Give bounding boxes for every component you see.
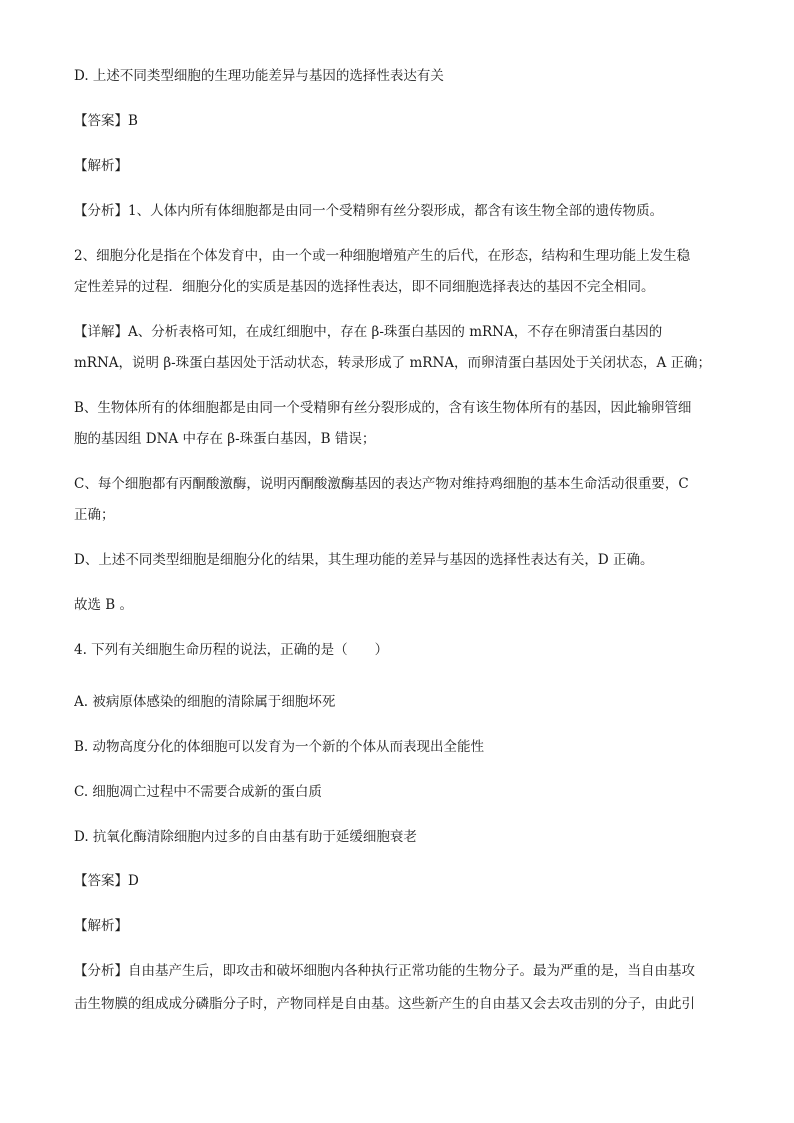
q4-fenxi-line1 [74,961,720,981]
q3-fenxi-p2-line1: 2、细胞分化是指在个体发育中，由一个或一种细胞增殖产生的后代，在形态，结构和生理功能上发生稳 [74,248,691,264]
xiangjie-text: A、分析表格可知，在成红细胞中，存在 β-珠蛋白基因的 mRNA，不存在卵清蛋白基因的 [128,324,663,340]
q4-option-a: A. 被病原体感染的细胞的清除属于细胞坏死 [74,694,336,710]
q4-option-c: C. 细胞凋亡过程中不需要合成新的蛋白质 [74,784,322,800]
q3-xiangjie-b-line2: 胞的基因组 DNA 中存在 β-珠蛋白基因，B 错误； [74,431,376,447]
q4-fenxi-line2: 击生物膜的组成成分磷脂分子时，产物同样是自由基。这些新产生的自由基又会去攻击别的分子，由此引 [74,996,695,1012]
q4-answer [74,871,720,891]
q3-xiangjie-a-line1 [74,322,720,342]
xiangjie-tag: 【详解】 [74,324,128,340]
answer-tag: 【答案】 [74,113,128,129]
q3-analysis-heading: 【解析】 [74,158,128,174]
fenxi-tag: 【分析】 [74,203,128,219]
answer-value: D [128,873,139,889]
q3-conclusion: 故选 B 。 [74,597,134,613]
answer-tag: 【答案】 [74,873,128,889]
q3-xiangjie-c-line2: 正确； [74,507,115,523]
q3-xiangjie-b-line1: B、生物体所有的体细胞都是由同一个受精卵有丝分裂形成的，含有该生物体所有的基因，因此输卵管细 [74,400,692,416]
q3-xiangjie-c-line1: C、每个细胞都有丙酮酸激酶，说明丙酮酸激酶基因的表达产物对维持鸡细胞的基本生命活动很重要，C [74,476,689,492]
q3-fenxi-line1 [74,201,720,221]
q4-option-d: D. 抗氧化酶清除细胞内过多的自由基有助于延缓细胞衰老 [74,829,417,845]
q3-answer [74,111,720,131]
q3-option-d: D. 上述不同类型细胞的生理功能差异与基因的选择性表达有关 [74,68,444,84]
fenxi-text: 1、人体内所有体细胞都是由同一个受精卵有丝分裂形成，都含有该生物全部的遗传物质。 [128,203,664,219]
q4-question: 4. 下列有关细胞生命历程的说法，正确的是（ ） [74,642,389,658]
q4-analysis-heading: 【解析】 [74,918,128,934]
fenxi-text: 自由基产生后，即攻击和破坏细胞内各种执行正常功能的生物分子。最为严重的是，当自由基攻 [128,963,695,979]
fenxi-tag: 【分析】 [74,963,128,979]
q3-xiangjie-a-line2: mRNA，说明 β-珠蛋白基因处于活动状态，转录形成了 mRNA，而卵清蛋白基因处于关闭状态，A 正确； [74,355,712,371]
q3-xiangjie-d-line1: D、上述不同类型细胞是细胞分化的结果，其生理功能的差异与基因的选择性表达有关，D 正确。 [74,552,654,568]
q4-option-b: B. 动物高度分化的体细胞可以发育为一个新的个体从而表现出全能性 [74,739,485,755]
answer-value: B [128,113,138,129]
q3-fenxi-p2-line2: 定性差异的过程．细胞分化的实质是基因的选择性表达，即不同细胞选择表达的基因不完全相同。 [74,279,655,295]
